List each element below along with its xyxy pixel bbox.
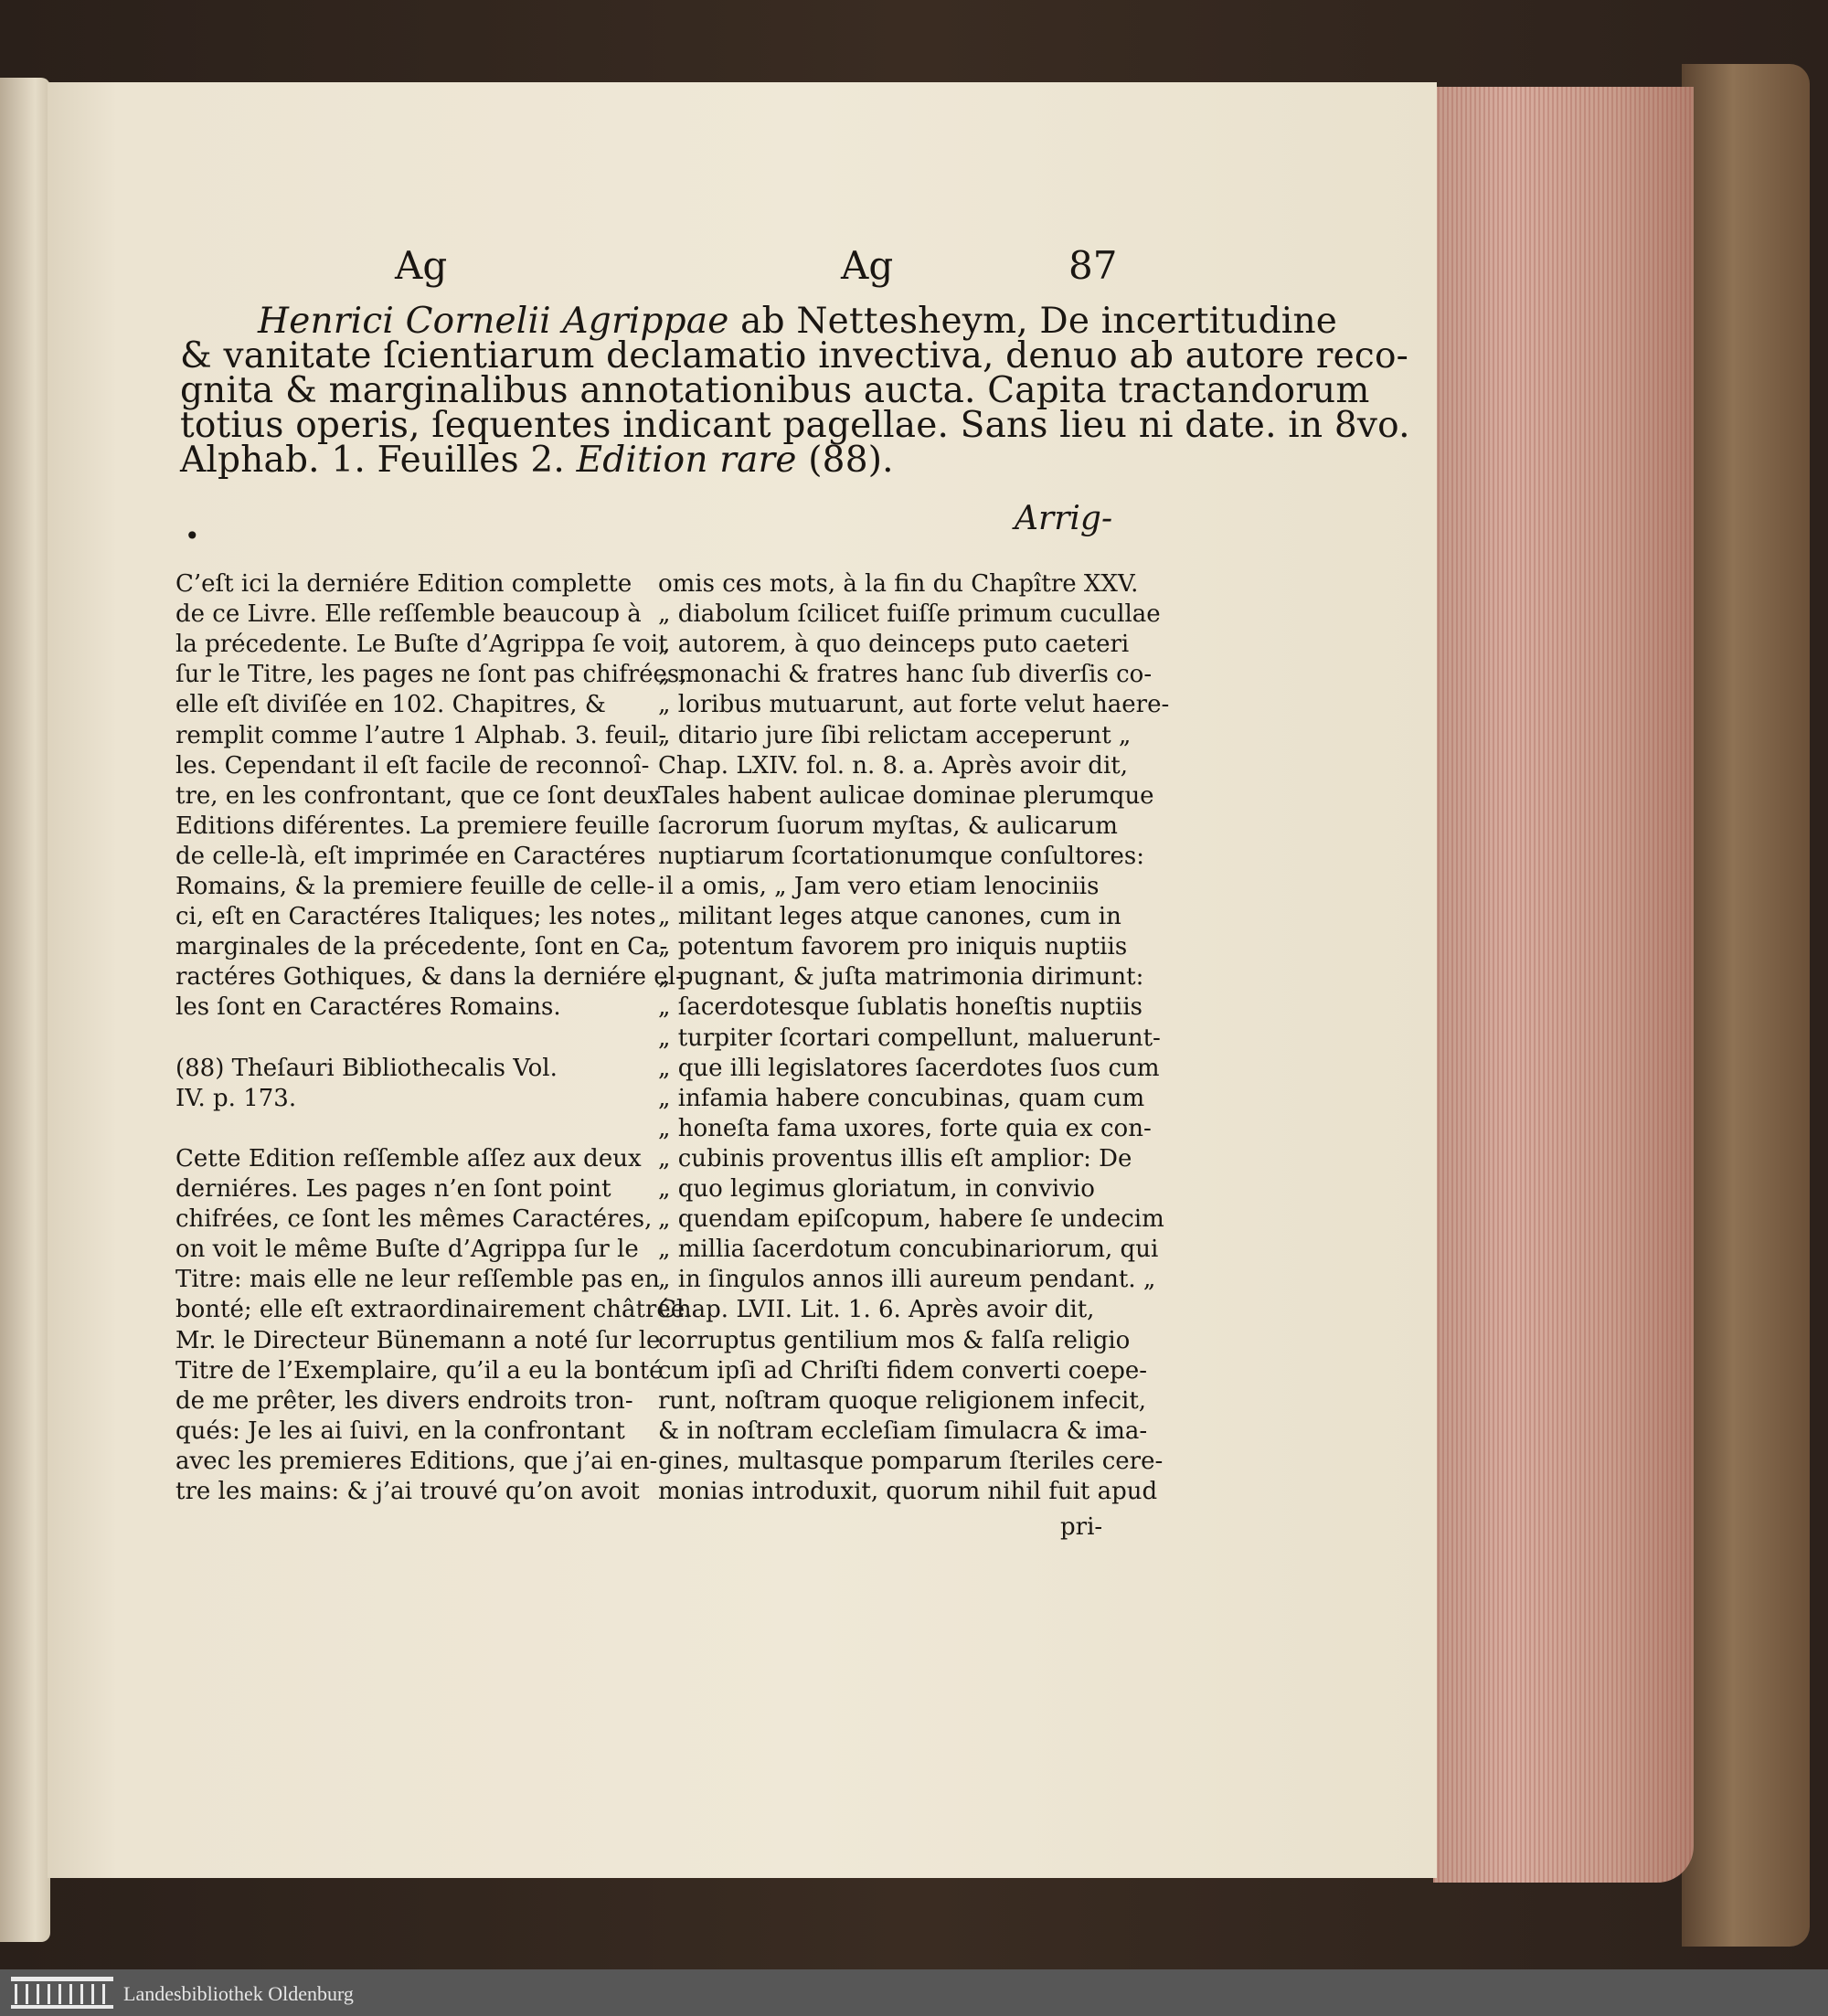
library-logo-icon — [11, 1977, 113, 2009]
title-line — [258, 301, 1338, 342]
text-line: Cette Edition reſſemble aſſez aux deux — [175, 1144, 642, 1172]
page-fore-edge — [1433, 87, 1694, 1883]
text-line: „ militant leges atque canones, cum in — [658, 903, 1121, 931]
text-line: Chap. LXIV. fol. n. 8. a. Après avoir dit, — [658, 751, 1128, 780]
text-line: ſur le Titre, les pages ne ſont pas chifrées, — [175, 661, 687, 689]
footer-bar — [0, 1969, 1828, 2016]
text-line: & in noſtram eccleſiam ſimulacra & ima- — [658, 1417, 1148, 1445]
text-line: „ loribus mutuarunt, aut forte velut haere- — [658, 691, 1170, 719]
text-line: „ que illi legislatores ſacerdotes ſuos cum — [658, 1054, 1160, 1082]
text-line: Romains, & la premiere feuille de celle- — [175, 873, 655, 900]
text-line: „ monachi & fratres hanc ſub diverſis co- — [658, 661, 1153, 689]
text-line: de ce Livre. Elle reſſemble beaucoup à — [175, 600, 642, 629]
text-line: chifrées, ce ſont les mêmes Caractéres, — [175, 1205, 653, 1234]
text-line: „ in ſingulos annos illi aureum pendant. „ — [658, 1266, 1156, 1294]
title-line: gnita & marginalibus annotationibus aucta. Capita tractandorum — [180, 370, 1370, 411]
text-line: „ millia ſacerdotum concubinariorum, qui — [658, 1236, 1159, 1264]
text-line: „ ditario jure ſibi relictam acceperunt „ — [658, 721, 1132, 749]
text-line: „ potentum favorem pro iniquis nuptiis — [658, 933, 1128, 961]
text-line: „ infamia habere concubinas, quam cum — [658, 1084, 1145, 1112]
text-line: qués: Je les ai ſuivi, en la confrontant — [175, 1417, 625, 1445]
text-line: nuptiarum ſcortationumque conſultores: — [658, 842, 1144, 870]
text-line: „ pugnant, & juſta matrimonia dirimunt: — [658, 963, 1144, 992]
title-line: & vanitate ſcientiarum declamatio invectiva, denuo ab autore reco- — [180, 335, 1409, 377]
book-binding-edge — [1682, 64, 1810, 1947]
text-line: Tales habent aulicae dominae plerumque — [658, 781, 1154, 810]
page-number: 87 — [1068, 243, 1118, 288]
title-text: Alphab. 1. Feuilles 2. — [180, 440, 577, 481]
text-line: corruptus gentilium mos & falſa religio — [658, 1326, 1131, 1354]
text-line: „ quendam epiſcopum, habere ſe undecim — [658, 1205, 1164, 1234]
text-line: „ turpiter ſcortari compellunt, maluerunt- — [658, 1024, 1161, 1052]
catchword-right: Arrig- — [1015, 500, 1113, 537]
text-line: Chap. LVII. Lit. 1. 6. Après avoir dit, — [658, 1296, 1095, 1324]
text-line: les. Cependant il eſt facile de reconnoî- — [175, 751, 650, 780]
left-page-edge — [0, 78, 50, 1942]
text-line: il a omis, „ Jam vero etiam lenociniis — [658, 873, 1100, 900]
library-name: Landesbibliothek Oldenburg — [123, 1982, 354, 2005]
text-line: gines, multasque pomparum ſteriles cere- — [658, 1447, 1164, 1475]
text-line: Titre de l’Exemplaire, qu’il a eu la bonté — [175, 1356, 664, 1385]
text-line: la précedente. Le Buſte d’Agrippa ſe voit — [175, 631, 668, 659]
text-line: runt, noſtram quoque religionem infecit, — [658, 1386, 1147, 1415]
page — [48, 82, 1437, 1878]
text-line: cum ipſi ad Chriſti fidem converti coepe- — [658, 1356, 1148, 1385]
text-line: avec les premieres Editions, que j’ai en- — [175, 1447, 658, 1475]
text-line: Titre: mais elle ne leur reſſemble pas en — [175, 1266, 660, 1294]
text-line: ci, eſt en Caractéres Italiques; les notes — [175, 903, 656, 931]
title-line: totius operis, ſequentes indicant pagellae. Sans lieu ni date. in 8vo. — [180, 405, 1410, 446]
text-line: bonté; elle eſt extraordinairement châtrée. — [175, 1296, 693, 1324]
edition-label: Edition rare — [576, 440, 797, 481]
text-line: ractéres Gothiques, & dans la derniére el- — [175, 963, 684, 992]
text-line: Editions diférentes. La premiere feuille — [175, 812, 650, 840]
text-line: (88) Theſauri Bibliothecalis Vol. — [175, 1054, 558, 1082]
text-line: C’eſt ici la derniére Edition complette — [175, 570, 632, 598]
text-line: monias introduxit, quorum nihil fuit apud — [658, 1478, 1158, 1505]
text-line: „ ſacerdotesque ſublatis honeſtis nuptiis — [658, 993, 1143, 1022]
catchword-bottom: pri- — [1060, 1513, 1103, 1541]
text-line: derniéres. Les pages n’en ſont point — [175, 1175, 611, 1203]
text-line: „ quo legimus gloriatum, in convivio — [658, 1175, 1095, 1203]
text-line: IV. p. 173. — [175, 1084, 297, 1112]
text-line: Mr. le Directeur Bünemann a noté ſur le — [175, 1326, 661, 1354]
footnote-ref: (88). — [796, 440, 894, 481]
text-line: on voit le même Buſte d’Agrippa ſur le — [175, 1236, 639, 1264]
text-line: de celle-là, eſt imprimée en Caractéres — [175, 842, 646, 870]
text-line: tre les mains: & j’ai trouvé qu’on avoit — [175, 1478, 640, 1505]
text-line: „ honeſta fama uxores, forte quia ex con- — [658, 1114, 1152, 1142]
text-line: tre, en les confrontant, que ce ſont deux — [175, 781, 662, 810]
text-line: „ cubinis proventus illis eſt amplior: De — [658, 1144, 1132, 1172]
text-line: omis ces mots, à la fin du Chapître XXV. — [658, 570, 1139, 598]
print-mark: • — [185, 521, 200, 551]
text-line: marginales de la précedente, ſont en Ca- — [175, 933, 668, 961]
text-line: elle eſt diviſée en 102. Chapitres, & — [175, 691, 606, 719]
text-line: „ diabolum ſcilicet fuiſſe primum cucullae — [658, 600, 1161, 629]
text-line: remplit comme l’autre 1 Alphab. 3. feuil- — [175, 721, 667, 749]
text-line: les ſont en Caractéres Romains. — [175, 993, 561, 1022]
text-line: de me prêter, les divers endroits tron- — [175, 1386, 633, 1415]
text-line: „ autorem, à quo deinceps puto caeteri — [658, 631, 1130, 659]
title-text: ab Nettesheym, De incertitudine — [728, 301, 1338, 342]
author-name: Henrici Cornelii Agrippae — [258, 301, 729, 342]
title-line — [180, 440, 894, 481]
running-head-left: Ag — [395, 243, 448, 288]
text-line: ſacrorum ſuorum myſtas, & aulicarum — [658, 812, 1118, 840]
running-head-center: Ag — [841, 243, 894, 288]
